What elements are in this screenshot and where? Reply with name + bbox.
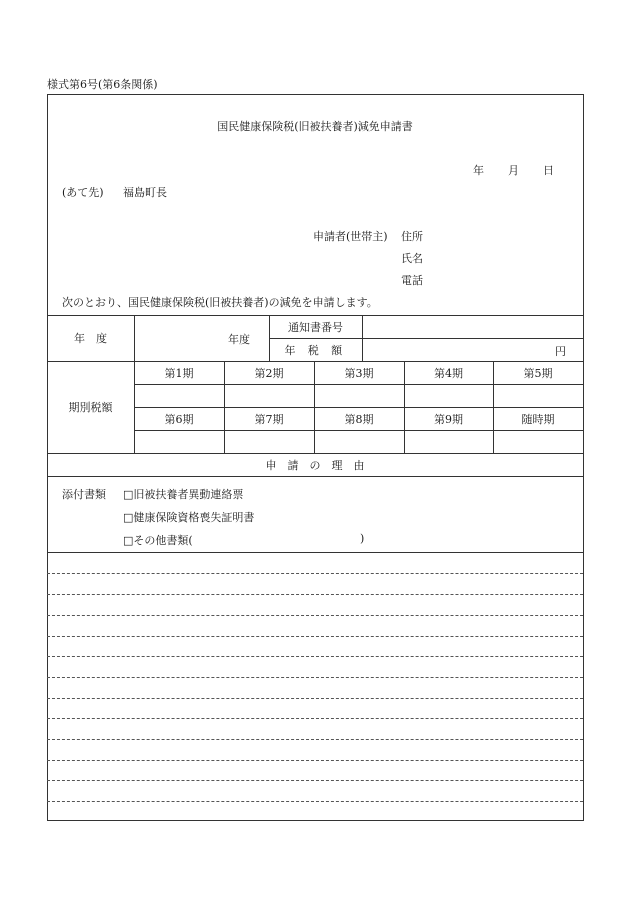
addressee-name: 福島町長 [123, 186, 167, 199]
period-row3-line [134, 430, 583, 431]
date-month: 月 [508, 164, 519, 177]
writing-line [47, 780, 583, 781]
applicant-phone-label: 電話 [401, 274, 423, 287]
period-label-5: 第5期 [523, 366, 553, 380]
notice-number-label: 通知書番号 [288, 320, 343, 334]
annual-tax-label: 年 税 額 [284, 343, 347, 357]
attachment-item-former-dependent: □旧被扶養者異動連絡票 [123, 488, 244, 501]
writing-line [47, 698, 583, 699]
period-label-7: 第7期 [254, 412, 284, 426]
date-day: 日 [543, 164, 554, 177]
applicant-label: 申請者(世帯主) [313, 230, 388, 243]
attachment-item-other: □その他書類( [123, 534, 193, 547]
attachment-item-other-close: ) [360, 532, 365, 545]
addressee-prefix: (あて先) [62, 186, 104, 199]
fiscal-year-suffix: 年度 [228, 333, 250, 346]
writing-line [47, 739, 583, 740]
period-label-4: 第4期 [434, 366, 463, 380]
label-column-line [134, 315, 135, 453]
writing-line [47, 656, 583, 657]
page-title: 国民健康保険税(旧被扶養者)減免申請書 [217, 120, 413, 133]
attachment-item-loss-certificate: □健康保険資格喪失証明書 [123, 511, 255, 524]
writing-line [47, 677, 583, 678]
reason-header: 申 請 の 理 由 [265, 458, 365, 472]
reason-bottom-line [47, 476, 583, 477]
period-tax-label: 期別税額 [68, 401, 113, 414]
writing-line [47, 615, 583, 616]
period-label-9: 第9期 [434, 412, 463, 426]
yen-unit: 円 [555, 345, 566, 358]
period-label-extra: 随時期 [521, 412, 555, 426]
notice-column-line [362, 315, 363, 361]
attachments-label: 添付書類 [62, 488, 106, 501]
period-label-6: 第6期 [164, 412, 194, 426]
applicant-name-label: 氏名 [401, 252, 423, 265]
writing-line [47, 760, 583, 761]
writing-line [47, 636, 583, 637]
attachments-bottom-line [47, 552, 583, 553]
fiscal-year-label: 年 度 [74, 332, 107, 345]
writing-line [47, 718, 583, 719]
period-label-1: 第1期 [164, 366, 194, 380]
period-label-8: 第8期 [344, 412, 374, 426]
period-label-2: 第2期 [254, 366, 284, 380]
applicant-address-label: 住所 [401, 230, 423, 243]
writing-line [47, 573, 583, 574]
application-statement: 次のとおり、国民健康保険税(旧被扶養者)の減免を申請します。 [62, 296, 378, 309]
period-row1-line [134, 384, 583, 385]
date-year: 年 [473, 164, 484, 177]
form-number: 様式第6号(第6条関係) [47, 78, 158, 91]
period-label-3: 第3期 [344, 366, 374, 380]
writing-line [47, 594, 583, 595]
writing-line [47, 801, 583, 802]
